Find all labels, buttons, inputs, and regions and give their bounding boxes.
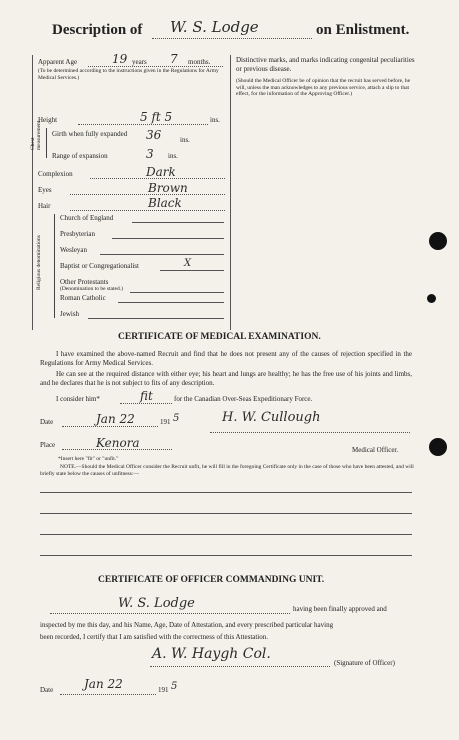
officer-cert-name-line [50,613,290,614]
hair-value: Black [148,196,182,210]
punch-hole-top [429,232,447,250]
medical-date-value: Jan 22 [96,412,135,426]
religion-item-wesleyan: Wesleyan [60,246,88,254]
complexion-label: Complexion [38,170,73,178]
religion-item-denomination-note: (Denomination to be stated.) [60,286,123,292]
medical-year-prefix: 191 [160,418,171,426]
religion-bracket [54,214,55,318]
header-description-of: Description of [52,22,143,38]
age-line [88,66,223,67]
age-label: Apparent Age [38,58,78,66]
height-value: 5 ft 5 [140,110,173,124]
causes-line-4 [40,555,412,556]
eyes-line [70,194,225,195]
complexion-line [90,178,225,179]
medical-heading: CERTIFICATE OF MEDICAL EXAMINATION. [118,332,321,342]
medical-signature-line [210,432,410,433]
chest-bracket [46,128,47,158]
age-months-label: months. [188,58,211,66]
chest-side-label: Chest measurement [30,120,42,150]
medical-date-label: Date [40,418,54,426]
place-label: Place [40,441,56,449]
header-name-line [152,38,312,39]
height-unit: ins. [210,116,220,124]
chest-girth-label: Girth when fully expanded [52,130,128,138]
religion-item-church-of-england: Church of England [60,214,114,222]
religion-line-7 [88,318,224,319]
age-years: 19 [112,52,128,66]
religion-mark-baptist: X [184,258,192,269]
religion-side-label: Religious denominations [36,235,42,290]
officer-signature: A. W. Haygh Col. [152,646,271,662]
religion-line-2 [100,254,224,255]
column-divider [230,55,231,330]
height-label: Height [38,116,58,124]
officer-signature-label: (Signature of Officer) [334,659,395,667]
medical-officer-label: Medical Officer. [352,446,399,454]
officer-year-suffix: 5 [171,681,178,692]
officer-date-label: Date [40,686,54,694]
religion-item-roman-catholic: Roman Catholic [60,294,106,302]
marks-note: (Should the Medical Officer be of opinion that the recruit has served before, he will, unless the man acknowledges to any previous service, attach a slip to that effect, for the information of the Approving Officer.) [236,78,411,97]
left-margin-line [32,55,33,330]
marks-heading: Distinctive marks, and marks indicating congenital peculiarities or previous disease. [236,56,415,73]
religion-line-0 [132,222,224,223]
religion-line-4 [130,292,224,293]
chest-range-value: 3 [146,147,154,161]
medical-year-suffix: 5 [173,413,180,424]
medical-para2: He can see at the required distance with either eye; his heart and lungs are healthy; he has the free use of his joints and limbs, and he declares that he is not subject to fits of any description. [40,370,412,387]
age-months: 7 [170,52,178,66]
age-note: (To be determined according to the instructions given in the Regulations for Army Medical Services.) [38,68,219,81]
causes-line-3 [40,534,412,535]
officer-date-line [60,694,156,695]
causes-line-2 [40,513,412,514]
place-value: Kenora [96,436,140,450]
hair-label: Hair [38,202,51,210]
officer-cert-text3: been recorded, I certify that I am satisfied with the correctness of this Attestation. [40,633,269,641]
place-line [62,449,172,450]
officer-cert-heading: CERTIFICATE OF OFFICER COMMANDING UNIT. [98,575,325,585]
religion-item-other-protestants: Other Protestants [60,278,109,286]
punch-hole-bottom [429,438,447,456]
religion-line-1 [112,238,224,239]
chest-girth-value: 36 [146,128,162,142]
complexion-value: Dark [146,165,176,179]
hair-line [70,210,225,211]
eyes-value: Brown [148,181,188,195]
eyes-label: Eyes [38,186,52,194]
consider-label: I consider him* [56,395,100,403]
medical-footnote: *Insert here "fit" or "unfit." [58,456,119,462]
medical-date-line [62,426,158,427]
causes-line-1 [40,492,412,493]
officer-year-prefix: 191 [158,686,169,694]
chest-girth-unit: ins. [180,136,190,144]
officer-cert-text1: having been finally approved and [293,605,387,613]
consider-value: fit [140,389,153,403]
religion-item-baptist: Baptist or Congregationalist [60,262,139,270]
religion-item-jewish: Jewish [60,310,80,318]
medical-para1: I have examined the above-named Recruit and find that he does not present any of the causes of rejection specified in the Regulations for Army Medical Services. [40,350,412,367]
header-on-enlistment: on Enlistment. [316,22,410,38]
chest-range-unit: ins. [168,152,178,160]
officer-cert-text2: inspected by me this day, and his Name, Age, Date of Attestation, and every prescribed particular having [40,621,334,629]
header-name: W. S. Lodge [170,18,259,36]
punch-hole-small [427,294,436,303]
religion-item-presbyterian: Presbyterian [60,230,95,238]
chest-range-label: Range of expansion [52,152,108,160]
age-years-label: years [132,58,147,66]
medical-officer-signature: H. W. Cullough [222,410,321,425]
consider-for-text: for the Canadian Over-Seas Expeditionary Force. [174,395,313,403]
medical-note: NOTE.—Should the Medical Officer consider the Recruit unfit, he will fill in the foregoing Certificate only in the case of those who have been attested, and will briefly state below the causes of unfitness:— [40,464,414,477]
officer-cert-name: W. S. Lodge [118,596,195,611]
religion-line-6 [118,302,224,303]
officer-date-value: Jan 22 [84,677,123,691]
consider-line [120,403,172,404]
religion-line-3 [160,270,224,271]
height-line [78,124,208,125]
officer-signature-line [150,666,330,667]
